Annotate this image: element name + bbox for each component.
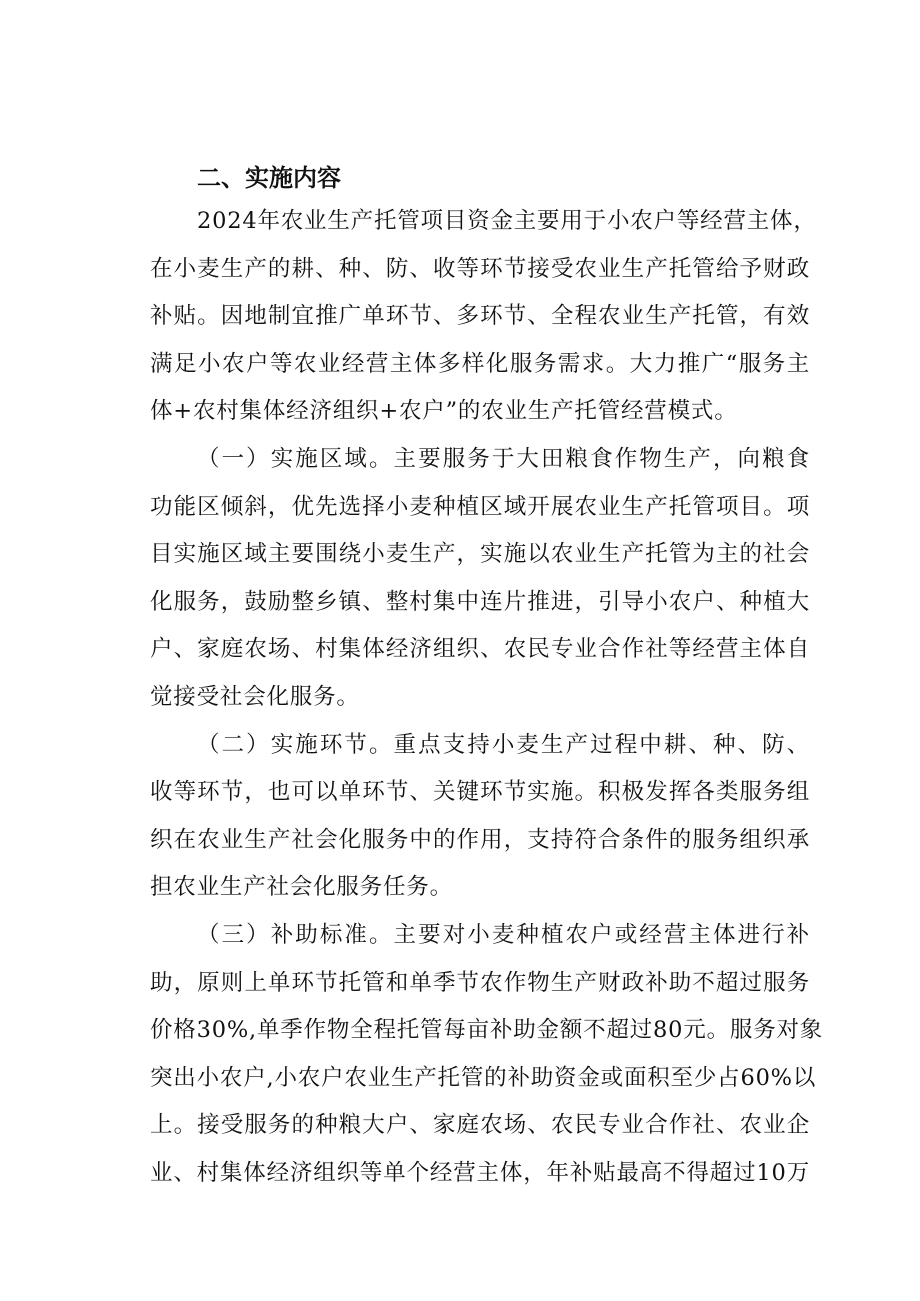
paragraph-line: （二）实施环节。重点支持小麦生产过程中耕、种、防、 (197, 731, 810, 758)
document-body (150, 198, 824, 1197)
paragraph-line: 补贴。因地制宜推广单环节、多环节、全程农业生产托管，有效 (150, 303, 810, 330)
paragraph-line: 突出小农户,小农户农业生产托管的补助资金或面积至少占60%以 (150, 1064, 817, 1091)
paragraph-line: 上。接受服务的种粮大户、家庭农场、农民专业合作社、农业企 (150, 1112, 810, 1139)
paragraph-line: （一）实施区域。主要服务于大田粮食作物生产，向粮食 (197, 445, 810, 472)
section-heading: 二、实施内容 (197, 164, 341, 192)
paragraph-line: 价格30%,单季作物全程托管每亩补助金额不超过80元。服务对象 (150, 1017, 824, 1044)
paragraph-line: 助，原则上单环节托管和单季节农作物生产财政补助不超过服务 (150, 969, 810, 996)
paragraph-line: （三）补助标准。主要对小麦种植农户或经营主体进行补 (197, 921, 810, 948)
paragraph-line: 化服务，鼓励整乡镇、整村集中连片推进，引导小农户、种植大 (150, 588, 810, 615)
paragraph-line: 织在农业生产社会化服务中的作用，支持符合条件的服务组织承 (150, 826, 810, 853)
paragraph-line: 目实施区域主要围绕小麦生产，实施以农业生产托管为主的社会 (150, 541, 810, 568)
paragraph-line: 满足小农户等农业经营主体多样化服务需求。大力推广“服务主 (150, 350, 810, 377)
paragraph-line: 功能区倾斜，优先选择小麦种植区域开展农业生产托管项目。项 (150, 493, 810, 520)
paragraph-line: 2024年农业生产托管项目资金主要用于小农户等经营主体， (197, 208, 817, 234)
paragraph-line: 体+农村集体经济组织+农户”的农业生产托管经营模式。 (150, 398, 738, 425)
paragraph-line: 觉接受社会化服务。 (150, 683, 360, 710)
paragraph-line: 业、村集体经济组织等单个经营主体，年补贴最高不得超过10万 (150, 1159, 810, 1186)
paragraph-line: 担农业生产社会化服务任务。 (150, 874, 453, 901)
paragraph-line: 收等环节，也可以单环节、关键环节实施。积极发挥各类服务组 (150, 779, 810, 806)
paragraph-line: 在小麦生产的耕、种、防、收等环节接受农业生产托管给予财政 (150, 255, 810, 282)
paragraph-line: 户、家庭农场、村集体经济组织、农民专业合作社等经营主体自 (150, 636, 810, 663)
